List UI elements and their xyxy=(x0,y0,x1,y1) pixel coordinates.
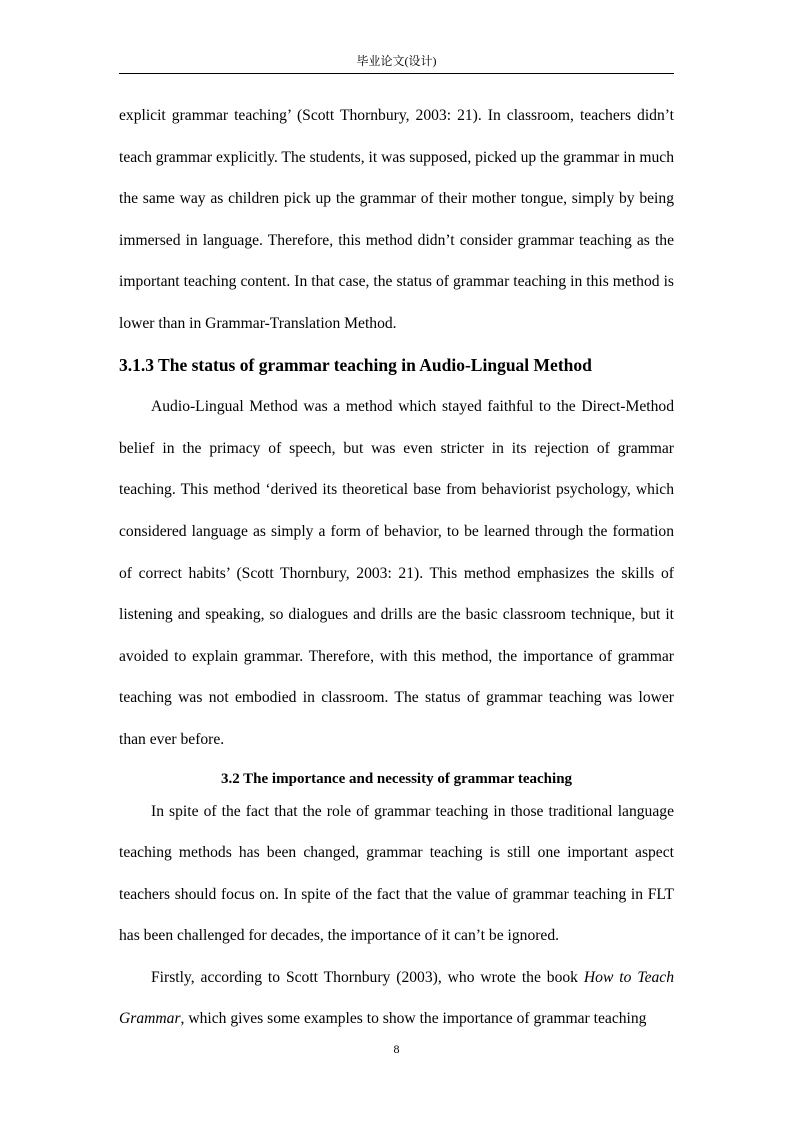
header-divider xyxy=(119,73,674,74)
page-header: 毕业论文(设计) xyxy=(356,54,437,68)
book-title-part2: Grammar xyxy=(119,1010,181,1028)
paragraph-firstly-text-start: Firstly, according to Scott Thornbury (2003), who wrote the book xyxy=(151,968,584,986)
document-body xyxy=(119,95,674,1040)
heading-3-2: 3.2 The importance and necessity of grammar teaching xyxy=(220,770,573,787)
paragraph-direct-method: explicit grammar teaching’ (Scott Thornbury, 2003: 21). In classroom, teachers didn’t teach grammar explicitly. The students, it was supposed, picked up the grammar in much the same way as children pick up the grammar of their mother tongue, simply by being immersed in language. Therefore, this method didn’t consider grammar teaching as the important teaching content. In that case, the status of grammar teaching in this method is lower than in Grammar-Translation Method. xyxy=(119,107,674,332)
paragraph-audio-lingual: Audio-Lingual Method was a method which stayed faithful to the Direct-Method belief in the primacy of speech, but was even stricter in its rejection of grammar teaching. This method ‘derived its theoretical base from behaviorist psychology, which considered language as simply a form of behavior, to be learned through the formation of correct habits’ (Scott Thornbury, 2003: 21). This method emphasizes the skills of listening and speaking, so dialogues and drills are the basic classroom technique, but it avoided to explain grammar. Therefore, with this method, the importance of grammar teaching was not embodied in classroom. The status of grammar teaching was lower than ever before. xyxy=(119,398,674,748)
paragraph-firstly xyxy=(119,957,674,1040)
paragraph-importance: In spite of the fact that the role of grammar teaching in those traditional language teaching methods has been changed, grammar teaching is still one important aspect teachers should focus on. In spite of the fact that the value of grammar teaching in FLT has been challenged for decades, the importance of it can’t be ignored. xyxy=(119,802,674,945)
page-number: 8 xyxy=(393,1042,400,1056)
paragraph-firstly-text-end: , which gives some examples to show the importance of grammar teaching xyxy=(180,1010,647,1028)
book-title-part1: How to Teach xyxy=(583,968,674,986)
heading-3-1-3: 3.1.3 The status of grammar teaching in Audio-Lingual Method xyxy=(119,354,592,375)
